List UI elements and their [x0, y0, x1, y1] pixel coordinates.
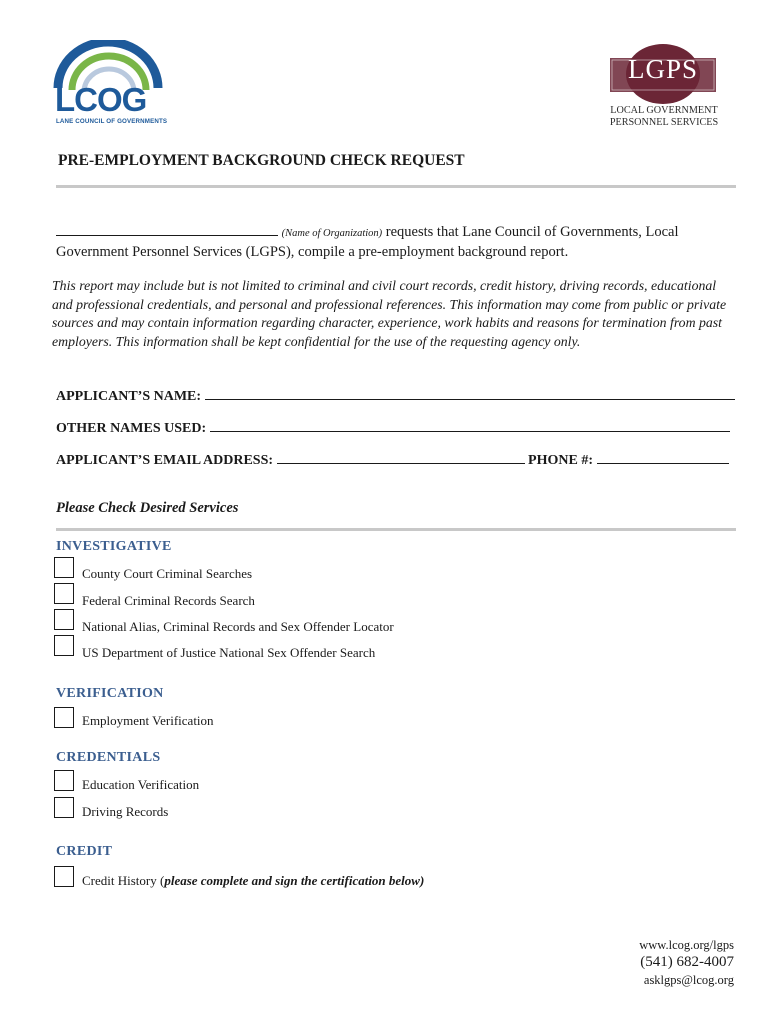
checkbox-driving-records[interactable]: [54, 797, 74, 818]
lgps-subtitle-line2: PERSONNEL SERVICES: [609, 116, 719, 128]
intro-text: requests that Lane Council of Governments, Local Government Personnel Services (LGPS), compile a pre-employment background report.: [56, 224, 679, 260]
category-credentials: CREDENTIALS: [56, 750, 161, 765]
option-federal-criminal: Federal Criminal Records Search: [82, 593, 255, 608]
applicant-name-row: [56, 387, 735, 405]
checkbox-doj-sex-offender[interactable]: [54, 635, 74, 656]
other-names-label: OTHER NAMES USED:: [56, 421, 207, 436]
services-heading: Please Check Desired Services: [56, 500, 239, 516]
option-county-court: County Court Criminal Searches: [82, 566, 253, 581]
option-credit-history: [82, 873, 424, 889]
category-verification: VERIFICATION: [56, 686, 164, 701]
checkbox-education-verification[interactable]: [54, 770, 74, 791]
credit-history-label: Credit History (: [82, 873, 165, 888]
organization-name-field[interactable]: [56, 223, 278, 236]
checkbox-county-court[interactable]: [54, 557, 74, 578]
category-credit: CREDIT: [56, 844, 113, 859]
applicant-name-field[interactable]: [205, 387, 735, 400]
other-names-row: [56, 419, 730, 437]
lgps-subtitle-line1: LOCAL GOVERNMENT: [610, 105, 718, 116]
organization-hint: (Name of Organization): [281, 228, 383, 239]
option-doj-sex-offender: US Department of Justice National Sex Offender Search: [82, 645, 376, 660]
lcog-subtitle: LANE COUNCIL OF GOVERNMENTS: [56, 118, 168, 125]
title-divider: [56, 185, 736, 188]
checkbox-credit-history[interactable]: [54, 866, 74, 887]
credit-history-note: please complete and sign the certification below): [164, 873, 425, 888]
option-employment-verification: Employment Verification: [82, 713, 214, 728]
services-divider: [56, 528, 736, 531]
option-driving-records: Driving Records: [82, 804, 169, 819]
category-investigative: INVESTIGATIVE: [56, 539, 172, 554]
checkbox-national-alias[interactable]: [54, 609, 74, 630]
lcog-wordmark: LCOG: [55, 81, 147, 118]
intro-paragraph: [56, 223, 736, 262]
applicant-name-label: APPLICANT’S NAME:: [56, 389, 202, 404]
disclaimer-paragraph: This report may include but is not limited to criminal and civil court records, credit history, driving records, educational and professional credentials, and personal and professional references. This information may come from public or private sources and may contain information regarding character, experience, work habits and reasons for termination from past employers. This information shall be kept confidential for the use of the requesting agency only.: [52, 278, 727, 349]
footer-phone: (541) 682-4007: [640, 954, 734, 970]
option-national-alias: National Alias, Criminal Records and Sex Offender Locator: [82, 619, 394, 634]
lgps-subtitle: [596, 105, 732, 128]
phone-label: PHONE #:: [528, 453, 593, 468]
option-education-verification: Education Verification: [82, 777, 200, 792]
footer-email: asklgps@lcog.org: [643, 973, 734, 987]
other-names-field[interactable]: [210, 419, 730, 432]
footer-website: www.lcog.org/lgps: [639, 938, 734, 952]
lgps-wordmark: LGPS: [627, 54, 699, 84]
email-field[interactable]: [277, 451, 525, 464]
checkbox-employment-verification[interactable]: [54, 707, 74, 728]
email-label: APPLICANT’S EMAIL ADDRESS:: [56, 453, 274, 468]
checkbox-federal-criminal[interactable]: [54, 583, 74, 604]
phone-field[interactable]: [597, 451, 729, 464]
page-title: PRE-EMPLOYMENT BACKGROUND CHECK REQUEST: [58, 152, 465, 169]
contact-row: [56, 451, 729, 469]
